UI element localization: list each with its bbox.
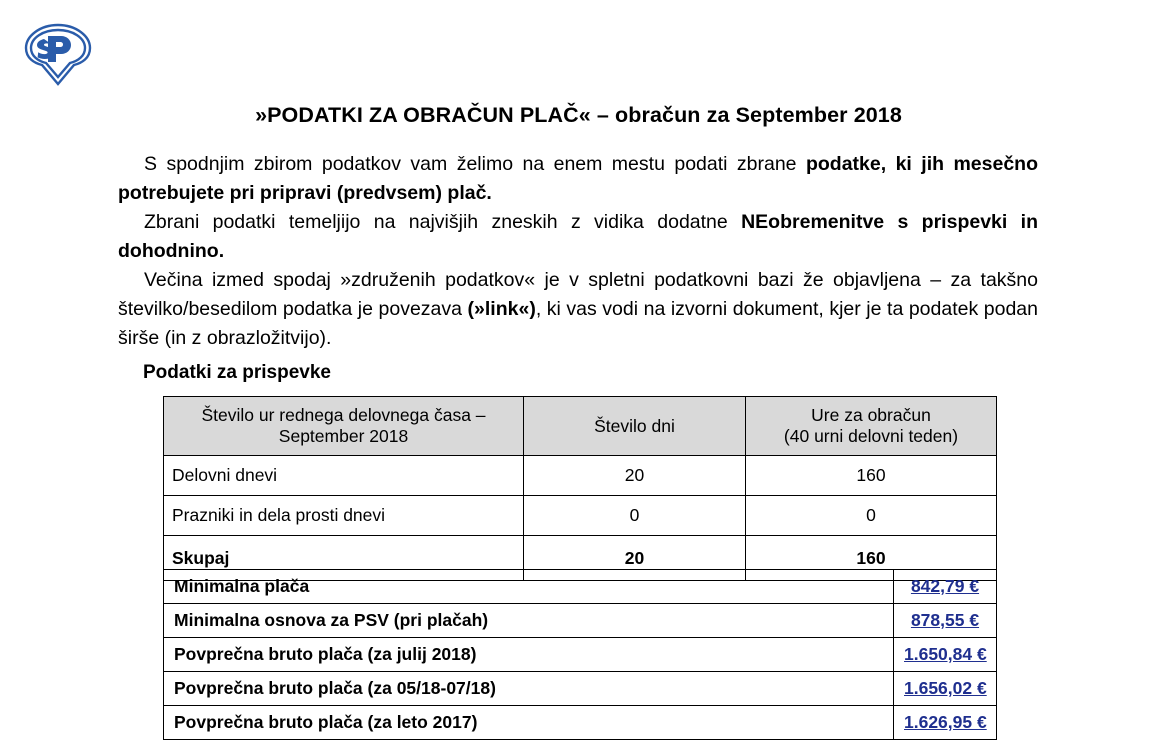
value-label: Povprečna bruto plača (za julij 2018) xyxy=(164,638,894,672)
row-hours: 160 xyxy=(746,456,997,496)
value-link[interactable]: 1.650,84 € xyxy=(894,638,997,672)
column-header-line-2: September 2018 xyxy=(278,426,409,446)
paragraph-1-run-2: podatke, ki jih mesečno potrebujete pri pripravi (predvsem) plač. xyxy=(118,153,1038,204)
value-link[interactable]: 1.626,95 € xyxy=(894,706,997,740)
table-row xyxy=(164,604,997,638)
wage-values-table xyxy=(163,569,997,740)
intro-text xyxy=(118,150,1038,353)
table-row xyxy=(164,456,997,496)
column-header-hours-line-2: (40 urni delovni teden) xyxy=(783,426,959,446)
row-label: Delovni dnevi xyxy=(164,456,524,496)
column-header-hours-line-1: Ure za obračun xyxy=(811,405,931,425)
paragraph-1 xyxy=(118,150,1038,208)
paragraph-3-run-1: Večina izmed spodaj »združenih podatkov« je v spletni podatkovni bazi že objavljena – za takšno številko/besedilom podatka je povezava xyxy=(118,269,1038,320)
paragraph-2-run-1: Zbrani podatki temeljijo na najvišjih zneskih z vidika dodatne xyxy=(144,211,742,233)
column-header-hours xyxy=(746,397,997,456)
value-link[interactable]: 1.656,02 € xyxy=(894,672,997,706)
value-label: Povprečna bruto plača (za leto 2017) xyxy=(164,706,894,740)
paragraph-2-run-2: NEobremenitve s prispevki in dohodnino. xyxy=(118,211,1038,262)
row-label: Prazniki in dela prosti dnevi xyxy=(164,496,524,536)
value-link[interactable]: 878,55 € xyxy=(894,604,997,638)
row-hours: 160 xyxy=(746,536,997,581)
paragraph-3 xyxy=(118,266,1038,353)
column-header-days: Število dni xyxy=(524,397,746,456)
row-hours: 0 xyxy=(746,496,997,536)
value-label: Minimalna plača xyxy=(164,570,894,604)
value-label: Povprečna bruto plača (za 05/18-07/18) xyxy=(164,672,894,706)
table-row xyxy=(164,706,997,740)
paragraph-2 xyxy=(118,208,1038,266)
paragraph-1-run-1: S spodnjim zbirom podatkov vam želimo na enem mestu podati zbrane xyxy=(144,153,806,175)
section-heading-contributions: Podatki za prispevke xyxy=(143,362,331,383)
page-title: »PODATKI ZA OBRAČUN PLAČ« – obračun za September 2018 xyxy=(255,103,902,127)
row-label: Skupaj xyxy=(164,536,524,581)
table-row xyxy=(164,672,997,706)
row-days: 0 xyxy=(524,496,746,536)
column-header-hours-label xyxy=(164,397,524,456)
sd-logo xyxy=(20,22,96,88)
row-days: 20 xyxy=(524,536,746,581)
table-row xyxy=(164,570,997,604)
value-link[interactable]: 842,79 € xyxy=(894,570,997,604)
paragraph-3-run-2: (»link«) xyxy=(467,298,536,320)
working-hours-table xyxy=(163,396,997,581)
table-row xyxy=(164,638,997,672)
row-days: 20 xyxy=(524,456,746,496)
value-label: Minimalna osnova za PSV (pri plačah) xyxy=(164,604,894,638)
paragraph-3-run-3: , ki vas vodi na izvorni dokument, kjer je ta podatek podan širše (in z obrazložitvijo). xyxy=(118,298,1038,349)
table-header-row xyxy=(164,397,997,456)
table-row xyxy=(164,496,997,536)
column-header-line-1: Število ur rednega delovnega časa – xyxy=(201,405,486,425)
